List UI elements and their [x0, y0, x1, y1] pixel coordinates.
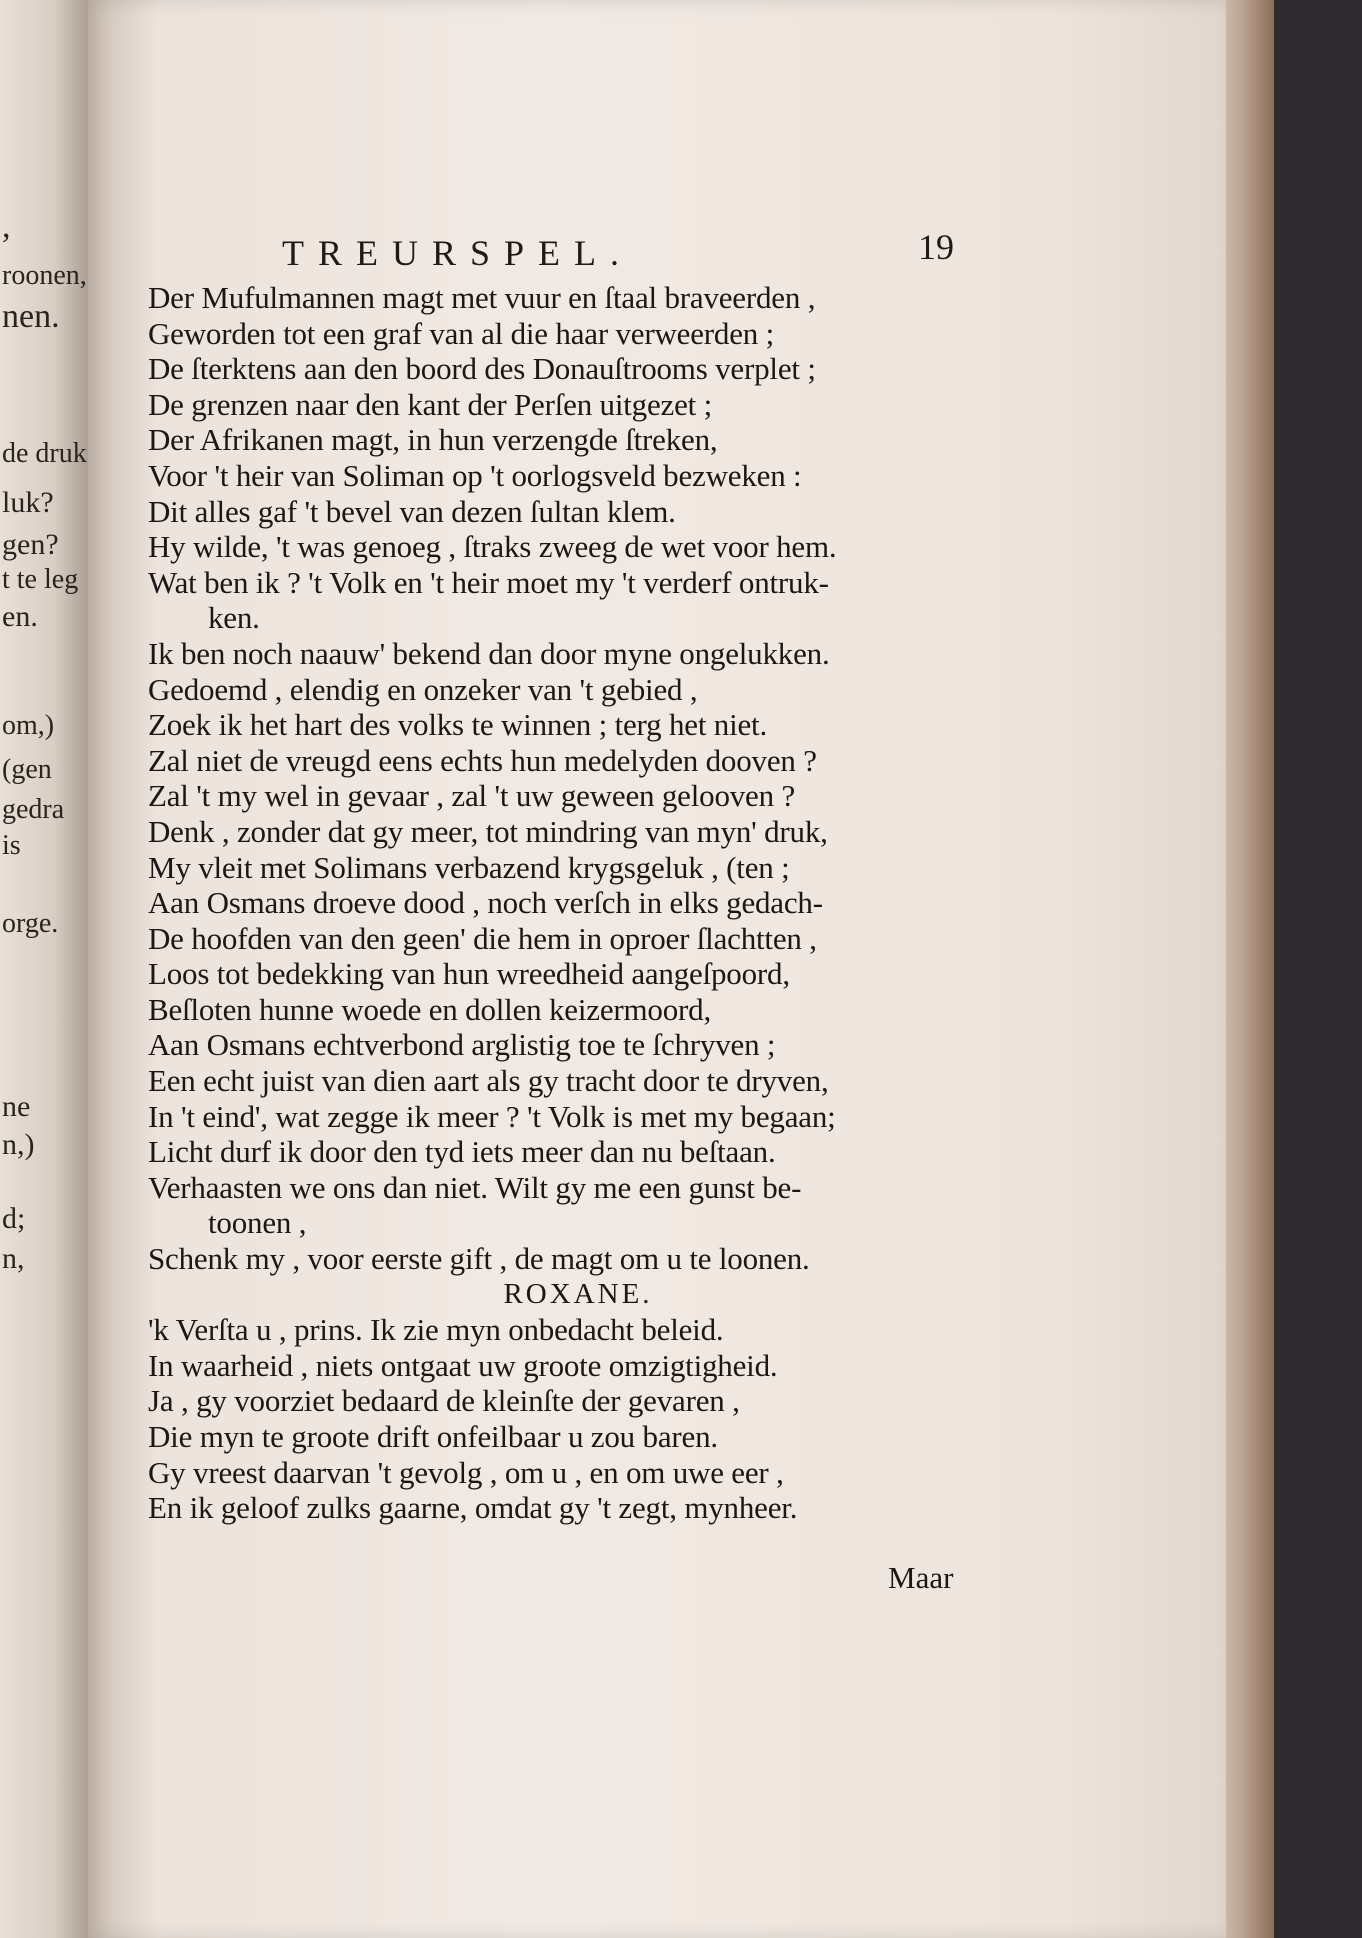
facing-page-fragment: gedra	[2, 794, 65, 825]
facing-page-fragment: (gen	[2, 754, 52, 785]
verse-line: Licht durf ik door den tyd iets meer dan nu beſtaan.	[148, 1134, 776, 1170]
facing-page-left	[0, 0, 90, 1938]
page-edge	[1226, 0, 1274, 1938]
verse-line: In 't eind', wat zegge ik meer ? 't Volk is met my begaan;	[148, 1098, 836, 1134]
verse-line: Zoek ik het hart des volks te winnen ; terg het niet.	[148, 707, 768, 743]
facing-page-fragment: n,	[2, 1242, 25, 1275]
facing-page-fragment: n,)	[2, 1128, 35, 1161]
verse-line: Ik ben noch naauw' bekend dan door myne ongelukken.	[148, 635, 830, 671]
facing-page-fragment: roonen,	[2, 260, 87, 291]
verse-line: My vleit met Solimans verbazend krygsgeluk , (ten ;	[148, 849, 790, 885]
verse-line: Loos tot bedekking van hun wreedheid aangeſpoord,	[148, 956, 790, 992]
facing-page-fragment: d;	[2, 1202, 26, 1235]
verse-line: Der Mufulmannen magt met vuur en ſtaal braveerden ,	[148, 280, 816, 315]
verse-line: Beſloten hunne woede en dollen keizermoord,	[148, 991, 711, 1027]
page-number: 19	[918, 227, 954, 267]
speech-line: Die myn te groote drift onfeilbaar u zou baren.	[148, 1419, 718, 1454]
verse-line: Voor 't heir van Soliman op 't oorlogsveld bezweken :	[148, 457, 802, 493]
background-right	[1274, 0, 1362, 1938]
verse-line: Gedoemd , elendig en onzeker van 't gebied ,	[148, 671, 698, 707]
facing-page-fragment: de druk	[2, 438, 87, 469]
verse-line: Zal 't my wel in gevaar , zal 't uw geween gelooven ?	[148, 778, 796, 814]
facing-page-fragment: gen?	[2, 528, 59, 561]
verse-line: Aan Osmans echtverbond arglistig toe te ſchryven ;	[148, 1027, 776, 1063]
facing-page-fragment: is	[2, 830, 21, 861]
speech-line: En ik geloof zulks gaarne, omdat gy 't zegt, mynheer.	[148, 1490, 798, 1526]
verse-line: De grenzen naar den kant der Perſen uitgezet ;	[148, 386, 713, 422]
facing-page-fragment: en.	[2, 600, 38, 633]
verse-line: Wat ben ik ? 't Volk en 't heir moet my 't verderf ontruk-	[148, 564, 829, 600]
verse-line: Denk , zonder dat gy meer, tot mindring van myn' druk,	[148, 813, 828, 849]
facing-page-fragment: orge.	[2, 908, 59, 939]
verse-line: Der Afrikanen magt, in hun verzengde ſtreken,	[148, 422, 718, 458]
verse-line: De hoofden van den geen' die hem in oproer ſlachtten ,	[148, 920, 817, 956]
facing-page-fragment: ne	[2, 1090, 31, 1123]
speech-line: 'k Verſta u , prins. Ik zie myn onbedacht beleid.	[148, 1312, 724, 1348]
verse-line: Schenk my , voor eerste gift , de magt om u te loonen.	[148, 1241, 810, 1277]
facing-page-fragment: luk?	[2, 486, 54, 519]
facing-page-fragment: ,	[2, 208, 11, 245]
verse-line: Geworden tot een graf van al die haar verweerden ;	[148, 315, 775, 351]
verse-line: De ſterktens aan den boord des Donauſtrooms verplet ;	[148, 351, 816, 387]
facing-page-fragment: om,)	[2, 710, 55, 741]
verse-text	[148, 280, 968, 1526]
verse-line: Zal niet de vreugd eens echts hun medelyden dooven ?	[148, 742, 817, 778]
speech-line: In waarheid , niets ontgaat uw groote omzigtigheid.	[148, 1347, 778, 1383]
verse-line: Hy wilde, 't was genoeg , ſtraks zweeg de wet voor hem.	[148, 529, 837, 565]
verse-line: Een echt juist van dien aart als gy tracht door te dryven,	[148, 1063, 829, 1099]
speaker-name: ROXANE.	[503, 1277, 653, 1310]
running-head: TREURSPEL.	[282, 233, 634, 273]
verse-line-continuation: ken.	[208, 600, 260, 636]
verse-line: Dit alles gaf 't bevel van dezen ſultan klem.	[148, 493, 676, 529]
verse-line-continuation: toonen ,	[208, 1205, 307, 1241]
verse-line: Verhaasten we ons dan niet. Wilt gy me een gunst be-	[148, 1169, 802, 1205]
facing-page-fragment: t te leg	[2, 564, 79, 595]
speech-line: Gy vreest daarvan 't gevolg , om u , en om uwe eer ,	[148, 1454, 784, 1490]
verse-line: Aan Osmans droeve dood , noch verſch in elks gedach-	[148, 885, 823, 921]
facing-page-fragment: nen.	[2, 298, 60, 335]
catchword: Maar	[888, 1560, 954, 1595]
speech-line: Ja , gy voorziet bedaard de kleinſte der gevaren ,	[148, 1383, 740, 1419]
